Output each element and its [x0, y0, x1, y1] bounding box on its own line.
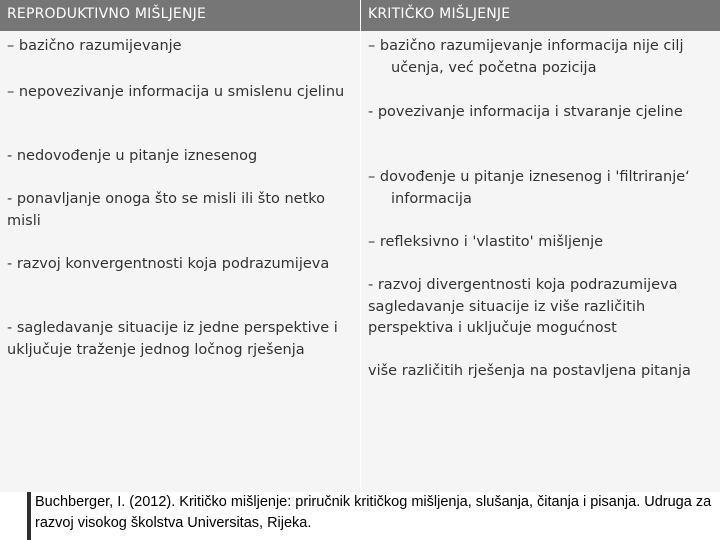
citation-footer [0, 492, 720, 540]
column-divider [360, 0, 361, 492]
header-critical-thinking: KRITIČKO MIŠLJENJE [368, 6, 511, 22]
list-item: - povezivanje informacija i stvaranje cjeline [368, 104, 683, 120]
list-item: više različitih rješenja na postavljena pitanja [368, 363, 691, 379]
citation-text: Buchberger, I. (2012). Kritičko mišljenje: priručnik kritičkog mišljenja, slušanja, čitanja i pisanja. Udruga za razvoj visokog školstva Universitas, Rijeka. [35, 494, 712, 531]
list-item: – bazično razumijevanje [7, 38, 182, 54]
list-item: - nedovođenje u pitanje iznesenog [7, 148, 258, 164]
list-item: - razvoj divergentnosti koja podrazumijeva sagledavanje situacije iz više različitih perspektiva i uključuje mogućnost [368, 277, 678, 336]
list-item: - sagledavanje situacije iz jedne perspektive i uključuje traženje jednog ločnog rješenja [7, 320, 338, 358]
list-item: – bazično razumijevanje informacija nije cilj učenja, već početna pozicija [368, 38, 684, 76]
list-item: - razvoj konvergentnosti koja podrazumijeva [7, 256, 330, 272]
list-item: – nepovezivanje informacija u smislenu cjelinu [7, 84, 345, 100]
list-item: – refleksivno i 'vlastito' mišljenje [368, 234, 604, 250]
list-item: - ponavljanje onoga što se misli ili što netko misli [7, 191, 326, 229]
list-item: – dovođenje u pitanje iznesenog i 'filtriranje‘ informacija [368, 169, 690, 207]
header-reproductive-thinking: REPRODUKTIVNO MIŠLJENJE [7, 6, 207, 22]
citation-accent-bar [27, 492, 31, 540]
